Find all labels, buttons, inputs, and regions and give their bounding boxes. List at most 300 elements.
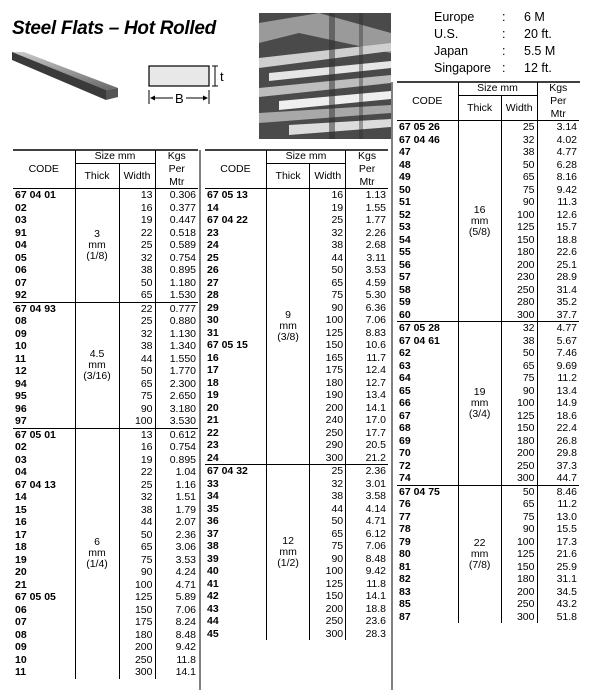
kgs-per-mtr-value: 35.2: [537, 296, 579, 309]
item-code: 67 04 13: [15, 478, 56, 491]
item-code: 12: [15, 365, 27, 377]
thickness-cell: [75, 189, 119, 303]
length-row: [434, 61, 555, 76]
item-code: 67 04 01: [13, 189, 75, 202]
kgs-per-mtr-value: 1.77: [346, 214, 388, 227]
kgs-per-mtr-value: 0.880: [155, 315, 198, 328]
item-code: 17: [15, 528, 27, 541]
width-value: 65: [310, 528, 346, 541]
item-code: 81: [399, 560, 411, 573]
kgs-per-mtr-value: 8.48: [155, 629, 198, 642]
width-value: 125: [310, 327, 346, 340]
thickness-text: 22: [473, 536, 486, 549]
item-code: 35: [207, 502, 219, 515]
kgs-per-mtr-value: 8.83: [346, 327, 388, 340]
item-code: 24: [207, 451, 219, 464]
width-value: 100: [501, 209, 537, 222]
kgs-per-mtr-value: 2.650: [155, 390, 198, 403]
length-value: 6 M: [524, 10, 545, 24]
thickness-text: mm: [88, 358, 106, 371]
width-value: 300: [119, 666, 155, 679]
kgs-per-mtr-value: 8.24: [155, 616, 198, 629]
width-value: 44: [119, 353, 155, 366]
width-value: 32: [501, 322, 537, 335]
length-row: [434, 27, 555, 42]
width-value: 100: [501, 536, 537, 549]
item-code: 67 05 05: [15, 591, 56, 603]
kgs-per-mtr-value: 2.68: [346, 239, 388, 252]
item-code: 03: [15, 453, 27, 466]
item-code: 26: [207, 264, 219, 276]
item-code: 28: [207, 289, 219, 301]
steel-flat-bar-illustration: [10, 50, 120, 105]
item-code: 53: [399, 221, 411, 233]
width-value: 38: [310, 490, 346, 503]
width-value: 240: [310, 414, 346, 427]
width-value: 50: [119, 529, 155, 542]
item-code: 69: [399, 434, 411, 447]
item-code: 20: [15, 566, 27, 578]
width-value: 22: [119, 227, 155, 240]
width-value: 90: [501, 523, 537, 536]
item-code: 27: [207, 276, 219, 289]
kgs-per-mtr-value: 12.7: [346, 377, 388, 390]
table-row: [205, 465, 388, 478]
item-code: 14: [207, 201, 219, 214]
item-code: 67 04 93: [13, 302, 75, 315]
kgs-per-mtr-value: 1.79: [155, 504, 198, 517]
width-value: 75: [501, 372, 537, 385]
width-value: 90: [501, 196, 537, 209]
thickness-text: 4.5: [89, 347, 105, 360]
thickness-label: t: [220, 69, 224, 84]
header-thick: Thick: [266, 163, 309, 189]
item-code: 21: [15, 578, 27, 591]
width-value: 75: [119, 390, 155, 403]
kgs-per-mtr-value: 1.130: [155, 328, 198, 341]
width-value: 280: [501, 296, 537, 309]
kgs-per-mtr-value: 3.06: [155, 541, 198, 554]
header-thick: Thick: [75, 163, 119, 189]
thickness-text: 9: [285, 309, 292, 321]
kgs-per-mtr-value: 1.770: [155, 365, 198, 378]
kgs-per-mtr-value: 15.7: [537, 221, 579, 234]
width-value: 19: [310, 202, 346, 215]
kgs-per-mtr-value: 15.5: [537, 523, 579, 536]
item-code: 55: [399, 246, 411, 258]
item-code: 78: [399, 523, 411, 535]
kgs-per-mtr-value: 4.24: [155, 566, 198, 579]
width-value: 25: [501, 121, 537, 134]
header-per: Per: [537, 95, 579, 108]
width-value: 90: [310, 302, 346, 315]
width-value: 180: [310, 377, 346, 390]
kgs-per-mtr-value: 28.9: [537, 271, 579, 284]
width-value: 22: [119, 302, 155, 315]
thickness-text: (3/16): [83, 369, 111, 382]
width-value: 300: [501, 611, 537, 624]
kgs-per-mtr-value: 3.58: [346, 490, 388, 503]
thickness-text: mm: [279, 320, 297, 332]
width-value: 180: [501, 435, 537, 448]
item-code: 65: [399, 384, 411, 397]
item-code: 82: [399, 573, 411, 585]
width-value: 180: [501, 573, 537, 586]
item-code: 67 05 01: [13, 428, 75, 441]
width-value: 250: [501, 284, 537, 297]
thickness-text: 12: [282, 535, 294, 547]
width-value: 250: [501, 460, 537, 473]
header-width: Width: [119, 163, 155, 189]
kgs-per-mtr-value: 11.7: [346, 352, 388, 365]
item-code: 08: [15, 315, 27, 327]
width-value: 38: [119, 340, 155, 353]
item-code: 05: [15, 251, 27, 264]
stock-lengths-table: [432, 8, 557, 78]
width-value: 200: [310, 603, 346, 616]
width-value: 180: [501, 246, 537, 259]
thickness-text: (1/8): [86, 249, 108, 262]
item-code: 67 04 75: [397, 485, 458, 498]
header-row: [397, 82, 579, 95]
kgs-per-mtr-value: 1.13: [346, 189, 388, 202]
item-code: 59: [399, 296, 411, 308]
item-code: 67 05 28: [397, 322, 458, 335]
width-value: 44: [119, 516, 155, 529]
width-value: 38: [119, 264, 155, 277]
item-code: 67 04 61: [399, 334, 440, 347]
length-value: 20 ft.: [524, 27, 552, 41]
thickness-text: (3/8): [277, 331, 299, 343]
thickness-text: mm: [88, 547, 106, 559]
width-value: 75: [501, 511, 537, 524]
header-code: CODE: [220, 162, 251, 175]
width-value: 75: [119, 554, 155, 567]
kgs-per-mtr-value: 1.04: [155, 466, 198, 479]
kgs-per-mtr-value: 23.6: [346, 615, 388, 628]
thickness-text: mm: [470, 214, 489, 227]
kgs-per-mtr-value: 14.1: [155, 666, 198, 679]
item-code: 44: [207, 615, 219, 627]
item-code: 06: [15, 264, 27, 276]
item-code: 91: [15, 226, 27, 239]
kgs-per-mtr-value: 1.51: [155, 491, 198, 504]
kgs-per-mtr-value: 0.589: [155, 239, 198, 252]
kgs-per-mtr-value: 7.06: [346, 540, 388, 553]
width-value: 150: [501, 422, 537, 435]
width-value: 25: [119, 315, 155, 328]
kgs-per-mtr-value: 3.53: [155, 554, 198, 567]
region-label: U.S.: [434, 27, 459, 41]
width-value: 190: [310, 389, 346, 402]
item-code: 77: [399, 510, 411, 523]
kgs-per-mtr-value: 2.36: [155, 529, 198, 542]
header-per: Per: [155, 163, 198, 176]
table-panel-2: [205, 150, 388, 640]
kgs-per-mtr-value: 34.5: [537, 586, 579, 599]
item-code: 56: [399, 258, 411, 271]
item-code: 04: [15, 466, 27, 478]
width-value: 250: [310, 427, 346, 440]
item-code: 23: [207, 439, 219, 451]
kgs-per-mtr-value: 18.8: [537, 234, 579, 247]
kgs-per-mtr-value: 14.1: [346, 590, 388, 603]
kgs-per-mtr-value: 22.6: [537, 246, 579, 259]
item-code: 54: [399, 233, 411, 246]
width-value: 65: [119, 541, 155, 554]
width-value: 125: [310, 578, 346, 591]
kgs-per-mtr-value: 7.06: [346, 314, 388, 327]
kgs-per-mtr-value: 4.02: [537, 134, 579, 147]
item-code: 31: [207, 326, 219, 339]
thickness-cell: [75, 428, 119, 679]
length-value: 12 ft.: [524, 61, 552, 75]
item-code: 74: [399, 472, 411, 484]
separator: :: [502, 61, 506, 75]
header-kgs: Kgs: [537, 82, 579, 95]
table-row: [205, 189, 388, 202]
width-value: 65: [501, 498, 537, 511]
width-value: 32: [501, 134, 537, 147]
kgs-per-mtr-value: 37.3: [537, 460, 579, 473]
width-value: 32: [310, 227, 346, 240]
table-panel-3: [397, 82, 579, 623]
header-width: Width: [501, 95, 537, 121]
width-value: 25: [119, 239, 155, 252]
width-value: 200: [119, 641, 155, 654]
thickness-cell: [75, 302, 119, 428]
cross-section-diagram: [146, 60, 266, 108]
item-code: 38: [207, 540, 219, 552]
width-value: 180: [119, 629, 155, 642]
item-code: 41: [207, 577, 219, 590]
width-value: 65: [501, 171, 537, 184]
width-value: 50: [310, 515, 346, 528]
width-value: 50: [501, 347, 537, 360]
kgs-per-mtr-value: 1.180: [155, 277, 198, 290]
item-code: 66: [399, 397, 411, 409]
kgs-per-mtr-value: 6.28: [537, 159, 579, 172]
thickness-text: mm: [88, 238, 106, 251]
item-code: 70: [399, 447, 411, 459]
item-code: 37: [207, 527, 219, 540]
item-code: 67 05 13: [205, 189, 266, 202]
kgs-per-mtr-value: 9.69: [537, 360, 579, 373]
item-code: 96: [15, 402, 27, 415]
kgs-per-mtr-value: 10.6: [346, 339, 388, 352]
region-label: Europe: [434, 10, 475, 24]
kgs-per-mtr-value: 3.01: [346, 478, 388, 491]
item-code: 11: [15, 666, 27, 678]
item-code: 10: [15, 653, 27, 666]
thickness-text: (1/2): [277, 557, 299, 569]
item-code: 07: [15, 616, 27, 628]
kgs-per-mtr-value: 9.42: [155, 641, 198, 654]
thickness-text: 19: [473, 385, 486, 398]
kgs-per-mtr-value: 5.30: [346, 289, 388, 302]
width-value: 75: [501, 184, 537, 197]
width-value: 50: [501, 159, 537, 172]
item-code: 67 04 32: [205, 465, 266, 478]
width-value: 250: [119, 654, 155, 667]
width-value: 150: [310, 339, 346, 352]
kgs-per-mtr-value: 5.67: [537, 335, 579, 348]
kgs-per-mtr-value: 44.7: [537, 472, 579, 485]
kgs-per-mtr-value: 11.2: [537, 498, 579, 511]
item-code: 87: [399, 610, 411, 623]
width-value: 75: [310, 540, 346, 553]
item-code: 67: [399, 409, 411, 422]
kgs-per-mtr-value: 0.777: [155, 302, 198, 315]
kgs-per-mtr-value: 14.1: [346, 402, 388, 415]
kgs-per-mtr-value: 0.612: [155, 428, 198, 441]
kgs-per-mtr-value: 12.6: [537, 209, 579, 222]
item-code: 25: [207, 251, 219, 264]
kgs-per-mtr-value: 2.300: [155, 378, 198, 391]
thickness-text: mm: [279, 546, 297, 558]
width-value: 100: [310, 314, 346, 327]
item-code: 60: [399, 308, 411, 321]
kgs-per-mtr-value: 29.8: [537, 447, 579, 460]
item-code: 85: [399, 598, 411, 610]
item-code: 51: [399, 196, 411, 208]
width-value: 25: [310, 214, 346, 227]
width-value: 125: [501, 548, 537, 561]
kgs-per-mtr-value: 17.0: [346, 414, 388, 427]
item-code: 03: [15, 214, 27, 226]
kgs-per-mtr-value: 0.895: [155, 454, 198, 467]
item-code: 67 05 15: [207, 339, 248, 351]
item-code: 92: [15, 289, 27, 301]
kgs-per-mtr-value: 4.77: [537, 146, 579, 159]
header-size: Size mm: [75, 150, 155, 163]
table-row: [13, 428, 198, 441]
width-value: 75: [310, 289, 346, 302]
item-code: 39: [207, 552, 219, 565]
table-row: [397, 322, 579, 335]
thickness-text: (7/8): [468, 558, 491, 571]
width-value: 16: [119, 441, 155, 454]
size-table: [397, 82, 579, 623]
kgs-per-mtr-value: 4.14: [346, 503, 388, 516]
width-value: 150: [501, 561, 537, 574]
width-value: 200: [501, 259, 537, 272]
width-value: 13: [119, 189, 155, 202]
width-value: 150: [310, 590, 346, 603]
width-value: 125: [119, 591, 155, 604]
kgs-per-mtr-value: 0.306: [155, 189, 198, 202]
item-code: 23: [207, 226, 219, 239]
kgs-per-mtr-value: 3.11: [346, 252, 388, 265]
thickness-text: (5/8): [468, 225, 491, 238]
width-value: 38: [310, 239, 346, 252]
kgs-per-mtr-value: 13.4: [537, 385, 579, 398]
kgs-per-mtr-value: 43.2: [537, 598, 579, 611]
table-row: [13, 189, 198, 202]
width-value: 44: [310, 252, 346, 265]
kgs-per-mtr-value: 11.3: [537, 196, 579, 209]
width-value: 90: [119, 403, 155, 416]
width-value: 290: [310, 439, 346, 452]
header-row: [13, 150, 198, 163]
width-value: 65: [501, 360, 537, 373]
width-value: 19: [119, 214, 155, 227]
kgs-per-mtr-value: 0.754: [155, 252, 198, 265]
item-code: 04: [15, 239, 27, 251]
region-label: Japan: [434, 44, 469, 58]
item-code: 36: [207, 515, 219, 527]
item-code: 63: [399, 359, 411, 372]
header-kgs: Kgs: [155, 150, 198, 163]
header-kgs: Kgs: [346, 150, 388, 163]
kgs-per-mtr-value: 3.14: [537, 121, 579, 134]
header-mtr: Mtr: [155, 176, 198, 189]
width-value: 32: [310, 478, 346, 491]
width-value: 38: [501, 146, 537, 159]
item-code: 24: [207, 239, 219, 251]
width-value: 32: [119, 491, 155, 504]
kgs-per-mtr-value: 8.48: [346, 553, 388, 566]
width-value: 50: [501, 485, 537, 498]
thickness-cell: [458, 485, 501, 623]
width-value: 25: [119, 479, 155, 492]
item-code: 83: [399, 585, 411, 598]
width-value: 13: [119, 428, 155, 441]
width-value: 22: [119, 466, 155, 479]
size-table: [205, 150, 388, 640]
header-code: CODE: [28, 162, 59, 175]
kgs-per-mtr-value: 17.3: [537, 536, 579, 549]
separator: :: [502, 44, 506, 58]
item-code: 20: [207, 401, 219, 414]
kgs-per-mtr-value: 1.530: [155, 289, 198, 302]
item-code: 48: [399, 158, 411, 171]
item-code: 42: [207, 590, 219, 602]
kgs-per-mtr-value: 11.8: [155, 654, 198, 667]
item-code: 94: [15, 377, 27, 390]
kgs-per-mtr-value: 6.36: [346, 302, 388, 315]
item-code: 10: [15, 340, 27, 352]
kgs-per-mtr-value: 4.71: [346, 515, 388, 528]
item-code: 97: [15, 415, 27, 427]
kgs-per-mtr-value: 4.77: [537, 322, 579, 335]
width-value: 300: [310, 452, 346, 465]
item-code: 19: [15, 553, 27, 566]
item-code: 11: [15, 352, 27, 365]
item-code: 52: [399, 208, 411, 221]
kgs-per-mtr-value: 31.4: [537, 284, 579, 297]
width-value: 19: [119, 454, 155, 467]
width-value: 65: [119, 289, 155, 302]
kgs-per-mtr-value: 4.71: [155, 579, 198, 592]
item-code: 95: [15, 390, 27, 402]
length-value: 5.5 M: [524, 44, 556, 58]
width-value: 65: [310, 277, 346, 290]
width-value: 50: [119, 277, 155, 290]
thickness-cell: [458, 322, 501, 486]
item-code: 16: [207, 351, 219, 364]
page-title: Steel Flats – Hot Rolled: [12, 18, 216, 39]
kgs-per-mtr-value: 1.340: [155, 340, 198, 353]
kgs-per-mtr-value: 11.8: [346, 578, 388, 591]
item-code: 15: [15, 503, 27, 516]
table-row: [397, 485, 579, 498]
kgs-per-mtr-value: 0.754: [155, 441, 198, 454]
header-size: Size mm: [266, 150, 345, 163]
width-value: 16: [310, 189, 346, 202]
length-row: [434, 10, 555, 25]
width-value: 38: [501, 335, 537, 348]
